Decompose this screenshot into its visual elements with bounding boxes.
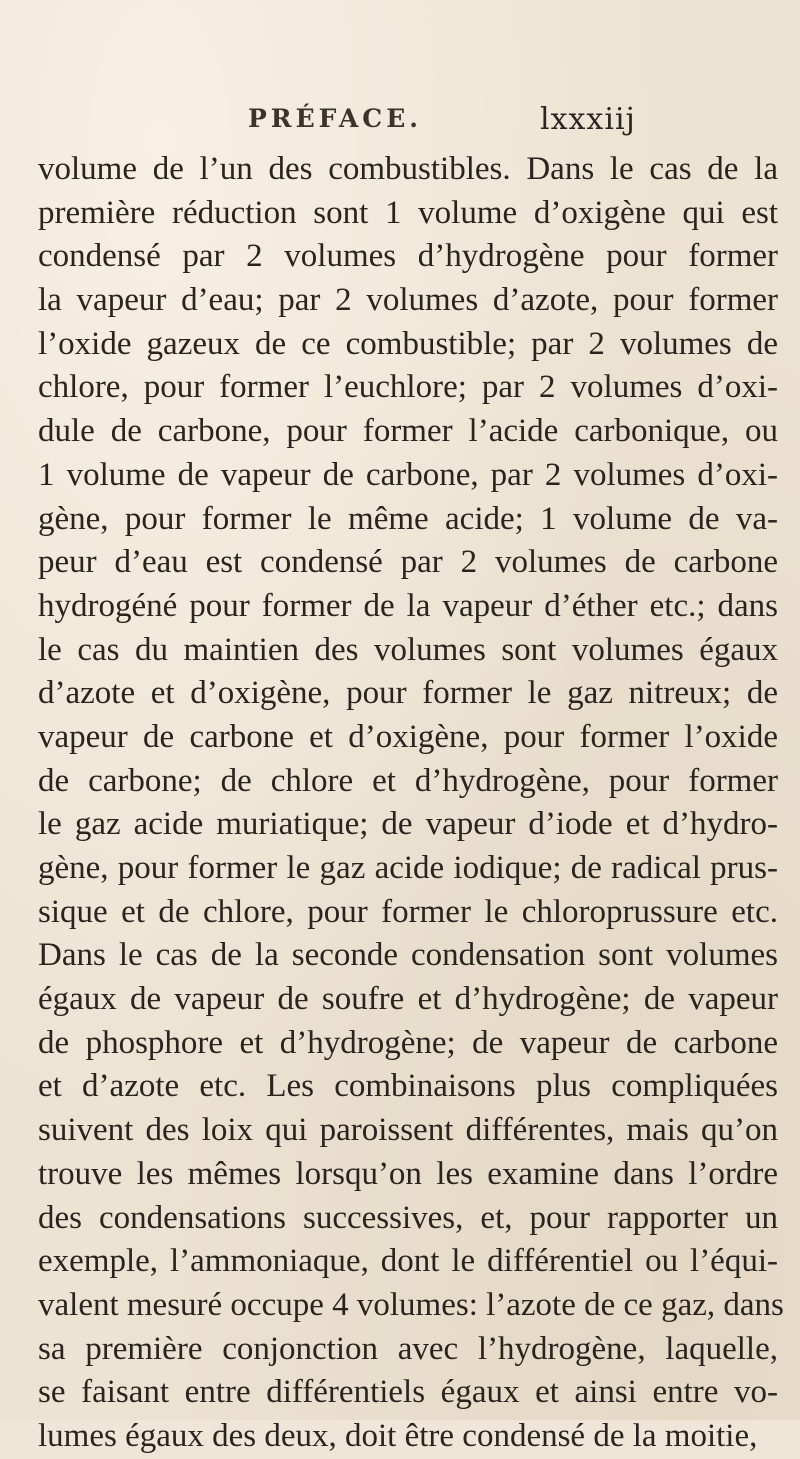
text-line: se faisant entre différentiels égaux et ainsi entre vo- — [38, 1374, 778, 1411]
text-line: sa première conjonction avec l’hydrogène, laquelle, — [38, 1330, 778, 1367]
text-line: d’azote et d’oxigène, pour former le gaz nitreux; de — [38, 675, 778, 712]
text-line: sique et de chlore, pour former le chloroprussure etc. — [38, 893, 778, 930]
page-number: lxxxiij — [540, 102, 636, 137]
body-text — [38, 148, 784, 1459]
text-line: des condensations successives, et, pour rapporter un — [38, 1199, 778, 1236]
text-line: dule de carbone, pour former l’acide carbonique, ou — [38, 413, 778, 450]
text-line: première réduction sont 1 volume d’oxigène qui est — [38, 194, 778, 231]
text-line: gène, pour former le même acide; 1 volume de va- — [38, 500, 778, 537]
text-line: suivent des loix qui paroissent différentes, mais qu’on — [38, 1112, 778, 1149]
text-line: valent mesuré occupe 4 volumes: l’azote de ce gaz, dans — [38, 1286, 784, 1323]
text-line: gène, pour former le gaz acide iodique; de radical prus- — [38, 850, 778, 886]
text-line: 1 volume de vapeur de carbone, par 2 volumes d’oxi- — [38, 456, 778, 493]
text-line: et d’azote etc. Les combinaisons plus compliquées — [38, 1068, 778, 1105]
text-line: égaux de vapeur de soufre et d’hydrogène; de vapeur — [38, 981, 778, 1018]
text-line: trouve les mêmes lorsqu’on les examine dans l’ordre — [38, 1155, 778, 1192]
text-line: chlore, pour former l’euchlore; par 2 volumes d’oxi- — [38, 369, 778, 406]
text-line: de phosphore et d’hydrogène; de vapeur de carbone — [38, 1024, 778, 1061]
text-line: Dans le cas de la seconde condensation sont volumes — [38, 937, 778, 974]
text-line: vapeur de carbone et d’oxigène, pour former l’oxide — [38, 718, 778, 755]
text-line: de carbone; de chlore et d’hydrogène, pour former — [38, 762, 778, 799]
text-line: le cas du maintien des volumes sont volumes égaux — [38, 631, 778, 668]
text-line: volume de l’un des combustibles. Dans le cas de la — [38, 151, 778, 187]
text-line: hydrogéné pour former de la vapeur d’éther etc.; dans — [38, 587, 778, 624]
text-line: la vapeur d’eau; par 2 volumes d’azote, pour former — [38, 282, 778, 319]
text-line: lumes égaux des deux, doit être condensé de la moitie, — [38, 1417, 758, 1454]
page-header — [0, 100, 800, 140]
text-line: exemple, l’ammoniaque, dont le différentiel ou l’équi- — [38, 1243, 778, 1280]
running-head: PRÉFACE. — [248, 104, 422, 133]
text-line: le gaz acide muriatique; de vapeur d’iode et d’hydro- — [38, 806, 778, 843]
text-line: condensé par 2 volumes d’hydrogène pour former — [38, 238, 778, 275]
text-line: l’oxide gazeux de ce combustible; par 2 volumes de — [38, 325, 778, 362]
text-line: peur d’eau est condensé par 2 volumes de carbone — [38, 544, 778, 581]
